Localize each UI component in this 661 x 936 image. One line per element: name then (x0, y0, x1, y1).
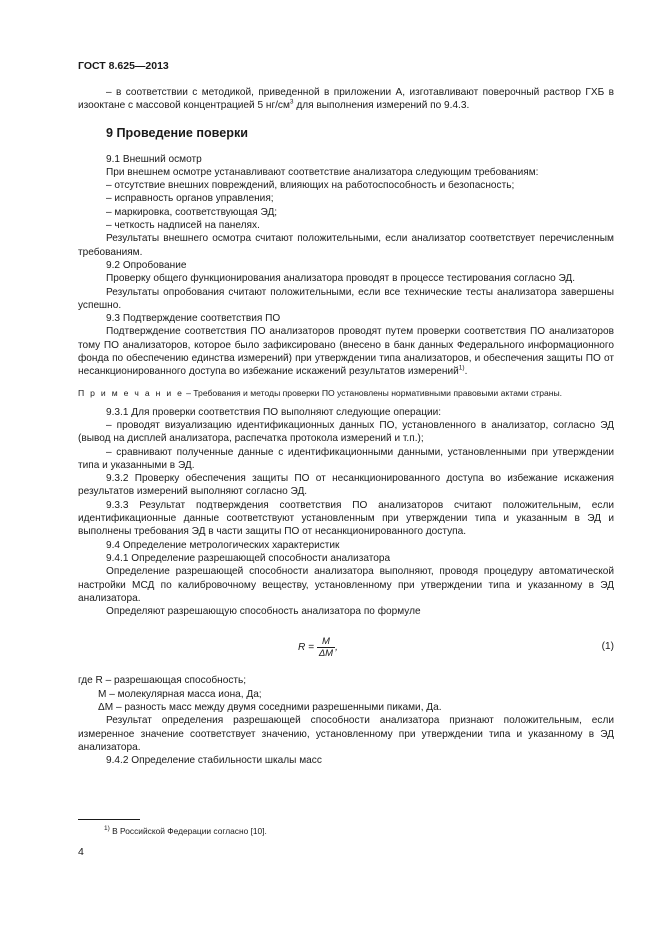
note (78, 387, 614, 400)
list-item: – маркировка, соответствующая ЭД; (106, 206, 278, 218)
subsection-heading: 9.4.1 Определение разрешающей способности анализатора (106, 552, 391, 564)
list-item: – сравнивают полученные данные с идентификационными данными, установленными при утверждении типа и указанными в ЭД. (78, 446, 614, 471)
paragraph: 9.3.2 Проверку обеспечения защиты ПО от несанкционированного доступа во избежание искажения результатов измерений выполняют согласно ЭД. (78, 473, 614, 498)
footnote-mark: 1) (104, 825, 110, 833)
paragraph: 9.3.3 Результат подтверждения соответствия ПО анализаторов считают положительным, если идентификационные данные соответствуют установленным при утверждении типа и указанным в ЭД и выполнены требования ЭД в части защиты ПО от несанкционированного доступа. (78, 499, 614, 538)
text: Подтверждение соответствия ПО анализаторов проводят путем проверки соответствия ПО анализаторов тому ПО анализаторов, которое было зафиксировано (внесено в банк данных Федерального информационного фонда по обеспечению единства измерений) при утверждении типа анализаторов, и обеспечения защиты ПО от несанкционированного доступа во избежание искажений результатов измерений (78, 326, 614, 378)
text: – в соответствии с методикой, приведенной в приложении А, изготавливают поверочный раствор ГХБ в изооктане с массовой концентрацией 5 нг/см (78, 87, 614, 112)
footnote (104, 825, 267, 838)
page-number: 4 (78, 846, 84, 858)
section-heading: 9 Проведение поверки (106, 125, 248, 140)
formula-number: (1) (601, 641, 614, 653)
formula-expression (298, 636, 338, 659)
subsection-heading: 9.2 Опробование (106, 259, 187, 271)
paragraph: Результаты внешнего осмотра считают положительными, если анализатор соответствует перечисленным требованиям. (78, 233, 614, 258)
footnote-ref: 1) (458, 364, 465, 372)
where-line: M – молекулярная масса иона, Да; (98, 688, 262, 700)
document-body (78, 86, 614, 767)
subsection-heading: 9.4.2 Определение стабильности шкалы масс (106, 755, 322, 767)
text: . (464, 366, 468, 378)
paragraph: Результат определения разрешающей способности анализатора признают положительным, если измеренное значение соответствует значению, установленному при утверждении типа и указанному в ЭД анализатора. (78, 715, 614, 753)
formula-lhs: R = (298, 642, 314, 654)
note-label: П р и м е ч а н и е (78, 387, 184, 398)
fraction-numerator: M (317, 636, 335, 648)
footnote-text: В Российской Федерации согласно [10]. (109, 826, 267, 836)
where-line: где R – разрешающая способность; (78, 675, 247, 687)
superscript: 3 (289, 98, 294, 106)
paragraph: Результаты опробования считают положительными, если все технические тесты анализатора завершены успешно. (78, 286, 614, 311)
list-item: – исправность органов управления; (106, 193, 274, 205)
paragraph: 9.3.1 Для проверки соответствия ПО выполняют следующие операции: (106, 406, 442, 418)
note-text: – Требования и методы проверки ПО установлены нормативными правовыми актами страны. (183, 387, 563, 398)
paragraph: Проверку общего функционирования анализатора проводят в процессе тестирования согласно ЭД. (106, 273, 576, 285)
subsection-heading: 9.1 Внешний осмотр (106, 153, 202, 165)
footnote-divider (78, 819, 140, 820)
paragraph: Определение разрешающей способности анализатора выполняют, проводя процедуру автоматической настройки МСД по калибровочному веществу, установленному при утверждении типа и указанному в ЭД анализатора. (78, 566, 614, 604)
list-item: – проводят визуализацию идентификационных данных ПО, установленного в анализатор, согласно ЭД (вывод на дисплей анализатора, распечатка протокола измерений и т.п.); (78, 419, 614, 445)
where-line: ΔM – разность масс между двумя соседними разрешенными пиками, Да. (98, 701, 442, 713)
subsection-heading: 9.3 Подтверждение соответствия ПО (106, 313, 281, 325)
list-item: – четкость надписей на панелях. (106, 220, 260, 232)
subsection-heading: 9.4 Определение метрологических характеристик (106, 539, 340, 551)
fraction-denominator: ΔM (318, 648, 334, 660)
document-header: ГОСТ 8.625—2013 (78, 60, 169, 72)
fraction (317, 636, 335, 659)
paragraph: При внешнем осмотре устанавливают соответствие анализатора следующим требованиям: (106, 166, 539, 178)
formula (78, 630, 614, 670)
paragraph (78, 86, 614, 113)
paragraph (78, 325, 614, 378)
formula-tail: , (335, 642, 338, 654)
list-item: – отсутствие внешних повреждений, влияющих на работоспособность и безопасность; (106, 180, 515, 192)
paragraph: Определяют разрешающую способность анализатора по формуле (106, 606, 421, 618)
text: для выполнения измерений по 9.4.3. (293, 100, 470, 112)
